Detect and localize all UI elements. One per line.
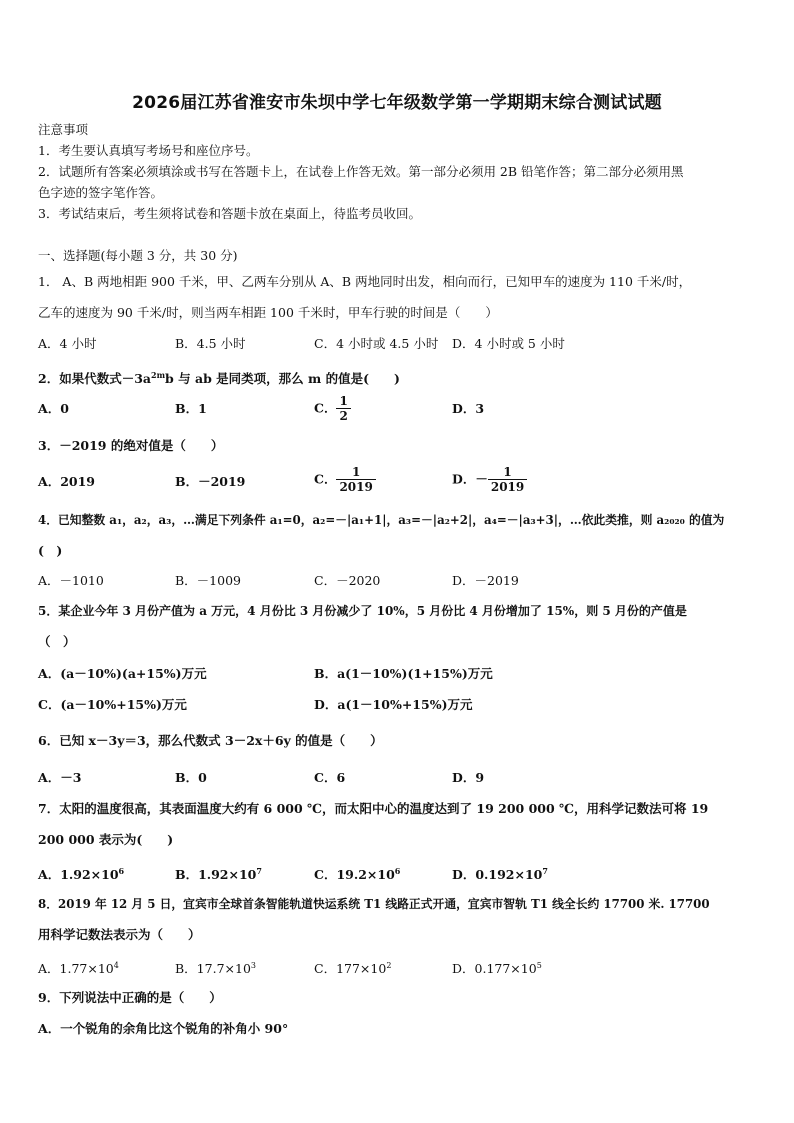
q2-option-b: B．1	[175, 401, 207, 416]
q7-option-a-base: A．1.92×10	[38, 867, 119, 883]
q8-option-b-exp: 3	[250, 961, 256, 970]
q8-stem-line2: 用科学记数法表示为（ ）	[38, 927, 201, 942]
q7-option-c-exp: 6	[394, 866, 401, 876]
q8-option-c-exp: 2	[386, 961, 392, 970]
q2-option-c-label: C．	[314, 400, 337, 416]
q3-option-c-label: C．	[314, 471, 337, 487]
q1-option-a: A．4 小时	[38, 336, 97, 351]
notice-heading: 注意事项	[38, 122, 89, 137]
q2-option-d: D．3	[452, 401, 485, 416]
q9-stem: 9．下列说法中正确的是（ ）	[38, 990, 222, 1005]
q5-stem-line2: （ ）	[38, 634, 76, 649]
q7-option-a-exp: 6	[118, 866, 125, 876]
q6-option-b: B．0	[175, 770, 207, 785]
q3-c-denominator: 2019	[336, 479, 375, 494]
q8-option-d-exp: 5	[536, 961, 542, 970]
q2-option-c-fraction	[336, 394, 350, 423]
q2-option-c	[314, 394, 351, 423]
notice-item-3: 3．考试结束后，考生须将试卷和答题卡放在桌面上，待监考员收回。	[38, 206, 421, 221]
q2-c-numerator: 1	[339, 394, 348, 408]
q3-c-numerator: 1	[351, 465, 361, 479]
q4-stem-line2: ( )	[38, 543, 63, 558]
q5-stem-line1: 5．某企业今年 3 月份产值为 a 万元，4 月份比 3 月份减少了 10%，5 月份比 4 月份增加了 15%，则 5 月份的产值是	[38, 604, 687, 618]
q2-c-denominator: 2	[336, 408, 350, 423]
q4-option-d: D．－2019	[452, 573, 519, 588]
q6-option-c: C．6	[314, 770, 346, 785]
q8-stem-line1: 8．2019 年 12 月 5 日，宜宾市全球首条智能轨道快运系统 T1 线路正式开通，宜宾市智轨 T1 线全长约 17700 米. 17700	[38, 897, 710, 911]
q3-stem: 3．－2019 的绝对值是（ ）	[38, 438, 224, 453]
q6-option-d: D．9	[452, 770, 485, 785]
q3-option-a: A．2019	[38, 474, 95, 489]
q2-stem-a: 2．如果代数式－3a	[38, 371, 151, 387]
q1-option-b: B．4.5 小时	[175, 336, 246, 351]
q2-stem-b: b 与 ab 是同类项，那么 m 的值是( )	[165, 371, 400, 387]
q3-option-d-label: D．－	[452, 471, 488, 487]
q4-option-a: A．－1010	[38, 573, 104, 588]
q7-option-b-base: B．1.92×10	[175, 867, 257, 883]
q1-stem-line1: 1． A、B 两地相距 900 千米，甲、乙两车分别从 A、B 两地同时出发，相向而行，已知甲车的速度为 110 千米/时，	[38, 274, 692, 289]
q8-option-b	[175, 958, 256, 977]
q7-option-a	[38, 863, 124, 883]
q3-option-c-fraction	[336, 465, 375, 494]
q5-option-c: C．(a－10%+15%)万元	[38, 697, 187, 712]
q4-stem-line1: 4．已知整数 a₁，a₂，a₃，…满足下列条件 a₁=0，a₂=－|a₁+1|，a₃=－|a₂+2|，a₄=－|a₃+3|，…依此类推，则 a₂₀₂₀ 的值为	[38, 513, 725, 527]
q7-option-d-exp: 7	[542, 866, 548, 876]
q8-option-b-base: B．17.7×10	[175, 961, 251, 977]
notice-item-2-cont: 色字迹的签字笔作答。	[38, 185, 164, 200]
q7-option-b	[175, 863, 262, 883]
q4-option-c: C．－2020	[314, 573, 381, 588]
q8-option-a-base: A．1.77×10	[38, 961, 114, 977]
exam-title: 2026届江苏省淮安市朱坝中学七年级数学第一学期期末综合测试试题	[132, 93, 662, 113]
q3-option-d-fraction	[488, 465, 527, 494]
q3-option-d	[452, 465, 527, 494]
q7-stem-line2: 200 000 表示为( )	[38, 832, 174, 847]
q2-stem	[38, 367, 400, 387]
notice-item-1: 1．考生要认真填写考场号和座位序号。	[38, 143, 259, 158]
q8-option-a	[38, 958, 119, 977]
q8-option-d	[452, 958, 542, 977]
q3-option-c	[314, 465, 376, 494]
q3-option-b: B．－2019	[175, 474, 246, 489]
q7-option-d-base: D．0.192×10	[452, 867, 543, 883]
q1-option-d: D．4 小时或 5 小时	[452, 336, 565, 351]
q5-option-b: B．a(1－10%)(1+15%)万元	[314, 666, 493, 681]
q1-option-c: C．4 小时或 4.5 小时	[314, 336, 439, 351]
q6-stem: 6．已知 x－3y＝3，那么代数式 3－2x＋6y 的值是（ ）	[38, 733, 383, 748]
q4-option-b: B．－1009	[175, 573, 241, 588]
q7-option-c	[314, 863, 400, 883]
q1-stem-line2: 乙车的速度为 90 千米/时，则当两车相距 100 千米时，甲车行驶的时间是（ ）	[38, 305, 498, 320]
q8-option-c	[314, 958, 391, 977]
q6-option-a: A．－3	[38, 770, 82, 785]
q8-option-d-base: D．0.177×10	[452, 961, 537, 977]
notice-item-2: 2．试题所有答案必须填涂或书写在答题卡上，在试卷上作答无效。第一部分必须用 2B 铅笔作答；第二部分必须用黑	[38, 164, 684, 179]
q2-stem-exponent: 2m	[151, 370, 166, 380]
q8-option-c-base: C．177×10	[314, 961, 387, 977]
q9-option-a: A．一个锐角的余角比这个锐角的补角小 90°	[38, 1021, 289, 1036]
q3-d-numerator: 1	[503, 465, 512, 479]
q8-option-a-exp: 4	[113, 961, 119, 970]
q7-option-b-exp: 7	[256, 866, 262, 876]
section-heading: 一、选择题(每小题 3 分，共 30 分)	[38, 248, 238, 263]
q5-option-d: D．a(1－10%+15%)万元	[314, 697, 473, 712]
q7-stem-line1: 7．太阳的温度很高，其表面温度大约有 6 000 ℃，而太阳中心的温度达到了 19 200 000 ℃，用科学记数法可将 19	[38, 801, 709, 816]
q5-option-a: A．(a－10%)(a+15%)万元	[38, 666, 207, 681]
q2-option-a: A．0	[38, 401, 69, 416]
q3-d-denominator: 2019	[488, 479, 527, 494]
q7-option-d	[452, 863, 548, 883]
q7-option-c-base: C．19.2×10	[314, 867, 395, 883]
